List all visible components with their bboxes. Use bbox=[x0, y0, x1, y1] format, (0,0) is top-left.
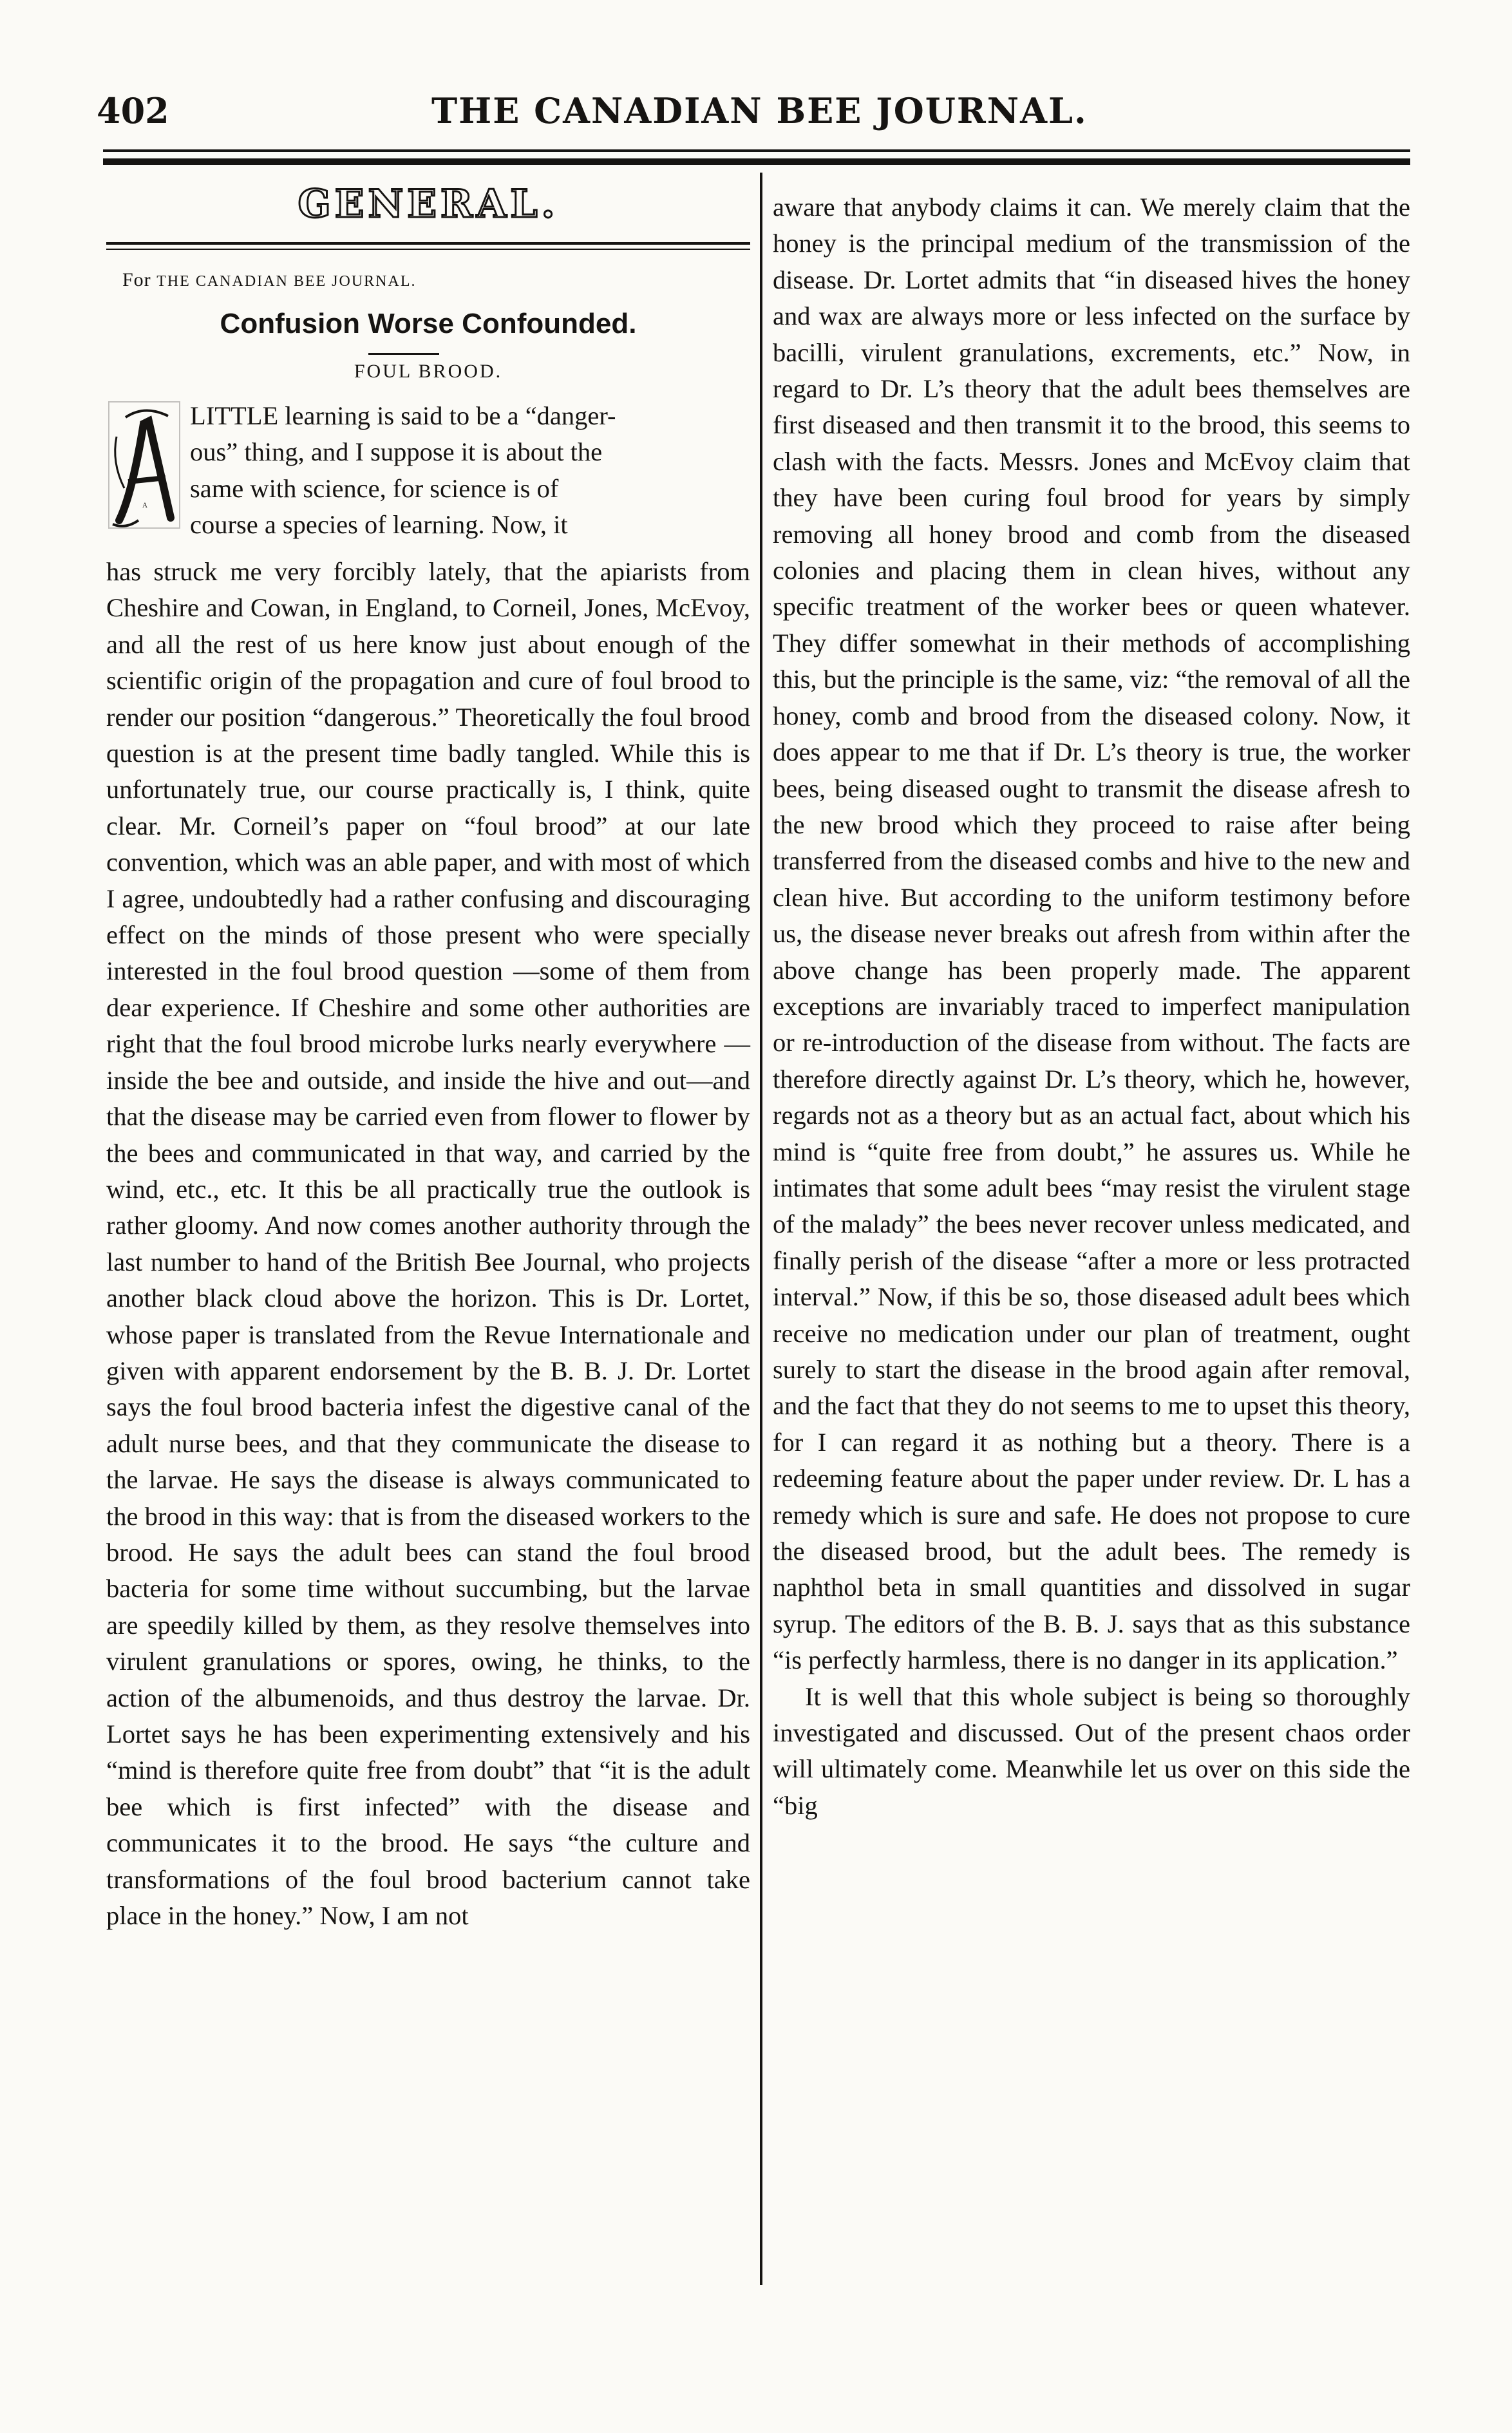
right-column-paragraph-2: It is well that this whole subject is being so thoroughly investigated and discussed. Out of the present chaos order will ultimately come. Meanwhile let us over on this side the “big bbox=[773, 1681, 1410, 1820]
page-header bbox=[97, 90, 1410, 135]
section-title: GENERAL. bbox=[298, 182, 559, 227]
header-rule-thick bbox=[103, 158, 1410, 165]
column-divider bbox=[760, 173, 762, 2285]
section-rule-bottom bbox=[106, 249, 750, 250]
section-rule-top bbox=[106, 242, 750, 245]
right-column bbox=[773, 189, 1410, 1824]
page-number: 402 bbox=[97, 90, 169, 131]
article-title: Confusion Worse Confounded. bbox=[220, 308, 637, 339]
lead-line-2: ous” thing, and I suppose it is about the bbox=[190, 437, 603, 467]
journal-title: THE CANADIAN BEE JOURNAL. bbox=[431, 90, 1088, 131]
dropcap-glyph: A bbox=[142, 502, 147, 509]
header-rule-thin bbox=[103, 149, 1410, 152]
lead-lines bbox=[190, 398, 750, 544]
right-column-paragraph-1: aware that anybody claims it can. We merely claim that the honey is the principal medium of the transmission of the disease. Dr. Lortet admits that “in diseased hives the honey and wax are always more or less infected on the surface by bacilli, virulent granulations, excrements, etc.” Now, in regard to Dr. L’s theory that the adult bees themselves are first diseased and then transmit it to the brood, this seems to clash with the facts. Messrs. Jones and McEvoy claim that they have been curing foul brood for years by simply removing all honey brood and comb from the diseased colonies and placing them in clean hives, without any specific treatment of the worker bees or queen whatever. They differ somewhat in their methods of accomplishing this, but the principle is the same, viz: “the removal of all the honey, comb and brood from the diseased colony. Now, it does appear to me that if Dr. L’s theory is true, the worker bees, being diseased ought to transmit the disease afresh to the new brood which they proceed to raise after being transferred from the diseased combs and hive to the new and clean hive. But according to the uniform testimony before us, the disease never breaks out afresh from within after the above change has been properly made. The apparent exceptions are invariably traced to imperfect manipulation or re-introduction of the disease from without. The facts are therefore directly against Dr. L’s theory, which he, however, regards not as a theory but as an actual fact, about which his mind is “quite free from doubt,” he assures us. While he intimates that some adult bees “may resist the virulent stage of the malady” the bees never recover unless medicated, and finally perish of the disease “after a more or less protracted interval.” Now, if this be so, those diseased adult bees which receive no medication under our plan of treatment, ought surely to start the disease in the brood again after removal, and the fact that they do not seems to me to upset this theory, for I can regard it as nothing but a theory. There is a redeeming feature about the paper under review. Dr. L has a remedy which is sure and safe. He does not propose to cure the diseased brood, but the adult bees. The remedy is naphthol beta in small quantities and dissolved in sugar syrup. The editors of the B. B. J. says that as this substance “is perfectly harmless, there is no danger in its application.” bbox=[773, 193, 1410, 1675]
byline-prefix: For bbox=[122, 269, 151, 290]
title-rule bbox=[368, 353, 439, 355]
article-subtitle: FOUL BROOD. bbox=[354, 361, 503, 382]
left-column-text: has struck me very forcibly lately, that the apiarists from Cheshire and Cowan, in England, to Corneil, Jones, McEvoy, and all the rest of us here know just about enough of the scientific origin of the propagation and cure of foul brood to render our position “dangerous.” Theoretically the foul brood question is at the present time badly tangled. While this is unfortunately true, our course practically is, I think, quite clear. Mr. Corneil’s paper on “foul brood” at our late convention, which was an able paper, and with most of which I agree, undoubtedly had a rather confusing and discouraging effect on the minds of those present who were specially interested in the foul brood question —some of them from dear experience. If Cheshire and some other authorities are right that the foul brood microbe lurks nearly everywhere —inside the bee and outside, and inside the hive and out—and that the disease may be carried even from flower to flower by the bees and communicated in that way, and carried by the wind, etc., etc. It this be all practically true the outlook is rather gloomy. And now comes another authority through the last number to hand of the British Bee Journal, who projects another black cloud above the horizon. This is Dr. Lortet, whose paper is translated from the Revue Internationale and given with apparent endorsement by the B. B. J. Dr. Lortet says the foul brood bacteria infest the digestive canal of the adult nurse bees, and that they communicate the disease to the larvae. He says the disease is always communicated to the brood in this way: that is from the diseased workers to the brood. He says the adult bees can stand the foul brood bacteria for some time without succumbing, but the larvae are speedily killed by them, as they resolve themselves into virulent granulations or spores, owing, he thinks, to the action of the albumenoids, and thus destroy the larvae. Dr. Lortet says he has been experimenting extensively and his “mind is therefore quite free from doubt” that “it is the adult bee which is first infected” with the disease and communicates it to the brood. He says “the culture and transformations of the foul brood bacterium cannot take place in the honey.” Now, I am not bbox=[106, 557, 750, 1931]
lead-line-3: same with science, for science is of bbox=[190, 473, 559, 503]
lead-line-1: LITTLE learning is said to be a “danger- bbox=[190, 401, 616, 430]
left-column bbox=[106, 554, 750, 1934]
byline bbox=[122, 269, 417, 291]
dropcap-letter bbox=[106, 398, 184, 533]
byline-source: THE CANADIAN BEE JOURNAL. bbox=[156, 273, 417, 290]
lead-line-4: course a species of learning. Now, it bbox=[190, 510, 568, 540]
